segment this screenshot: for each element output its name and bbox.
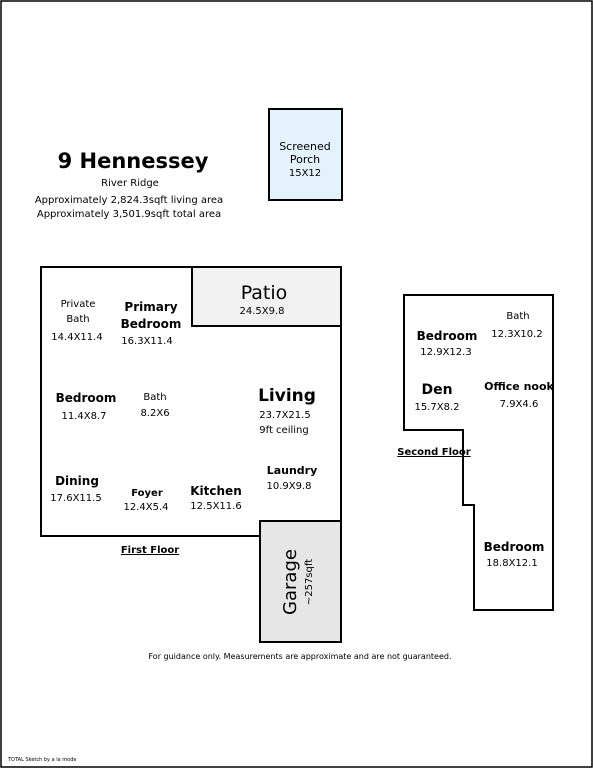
- total-area-text: Approximately 3,501.9sqft total area: [36, 209, 222, 220]
- property-subtitle: River Ridge: [101, 178, 159, 189]
- living-label: Living: [258, 386, 316, 406]
- office-nook-label: Office nook: [484, 380, 554, 393]
- bedroom-dims: 11.4X8.7: [61, 411, 107, 422]
- second-bedroom-a-label: Bedroom: [416, 329, 478, 343]
- den-dims: 15.7X8.2: [414, 402, 460, 413]
- laundry-label: Laundry: [266, 464, 318, 477]
- patio-label: Patio: [240, 282, 288, 304]
- dining-dims: 17.6X11.5: [50, 493, 102, 504]
- bedroom-label: Bedroom: [55, 391, 117, 405]
- private-bath-label-2: Bath: [66, 314, 90, 325]
- second-bath-label: Bath: [506, 311, 530, 322]
- living-dims: 23.7X21.5: [259, 410, 311, 421]
- disclaimer-text: For guidance only. Measurements are approximate and are not guaranteed.: [148, 652, 452, 661]
- bath-dims: 8.2X6: [140, 408, 170, 419]
- property-title: 9 Hennessey: [57, 149, 209, 173]
- private-bath-label-1: Private: [60, 299, 96, 310]
- primary-bedroom-dims: 16.3X11.4: [121, 336, 173, 347]
- bath-label: Bath: [143, 392, 167, 403]
- private-bath-dims: 14.4X11.4: [51, 332, 103, 343]
- screened-porch-dims: 15X12: [288, 168, 322, 179]
- den-label: Den: [421, 382, 453, 398]
- second-bedroom-b-label: Bedroom: [483, 540, 545, 554]
- dining-label: Dining: [55, 474, 99, 488]
- patio-dims: 24.5X9.8: [239, 306, 285, 317]
- primary-bedroom-label-1: Primary: [124, 300, 178, 314]
- primary-bedroom-label-2: Bedroom: [120, 317, 182, 331]
- foyer-label: Foyer: [131, 488, 163, 499]
- credit-text: TOTAL Sketch by a la mode: [8, 757, 77, 763]
- second-bath-dims: 12.3X10.2: [491, 329, 543, 340]
- second-floor-label: Second Floor: [397, 447, 471, 458]
- living-ceiling-note: 9ft ceiling: [259, 425, 309, 436]
- office-nook-dims: 7.9X4.6: [499, 399, 539, 410]
- second-bedroom-b-dims: 18.8X12.1: [486, 558, 538, 569]
- kitchen-dims: 12.5X11.6: [190, 501, 242, 512]
- laundry-dims: 10.9X9.8: [266, 481, 312, 492]
- first-floor-label: First Floor: [120, 545, 180, 556]
- screened-porch-label-2: Porch: [289, 153, 321, 166]
- foyer-dims: 12.4X5.4: [123, 502, 169, 513]
- garage-dims: ~257sqft: [304, 558, 315, 606]
- screened-porch-label-1: Screened: [279, 140, 331, 153]
- garage-label: Garage: [280, 549, 301, 615]
- living-area-text: Approximately 2,824.3sqft living area: [34, 195, 224, 206]
- second-bedroom-a-dims: 12.9X12.3: [420, 347, 472, 358]
- kitchen-label: Kitchen: [190, 484, 242, 498]
